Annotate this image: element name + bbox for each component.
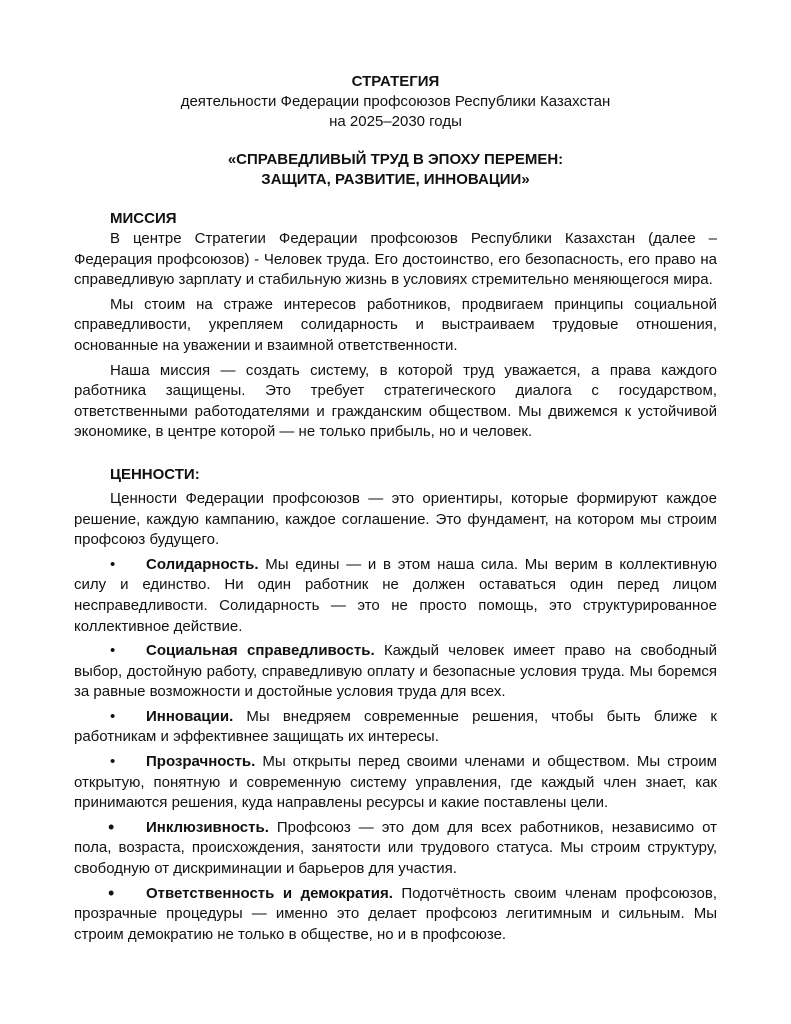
bullet-icon: • [108,882,115,903]
value-text: Мы едины — и в этом наша сила. Мы верим в коллективную силу и единство. Ни один работник не должен оставаться один перед лицом несправедливости. Солидарность — это не просто помощь, это структурированное коллективное действие. [74,555,717,635]
value-text: Мы внедряем современные решения, чтобы быть ближе к работникам и эффективнее защищать их интересы. [74,707,717,746]
mission-paragraph: В центре Стратегии Федерации профсоюзов Республики Казахстан (далее – Федерация профсоюзов) - Человек труда. Его достоинство, его безопасность, его право на справедливую зарплату и стабильную жизнь в условиях стремительно меняющегося мира. [74,230,717,289]
strategy-motto [74,150,717,190]
mission-paragraph: Мы стоим на страже интересов работников, продвигаем принципы социальной справедливости, укрепляем солидарность и выстраиваем трудовые отношения, основанные на уважении и взаимной ответственности. [74,295,717,354]
values-intro: Ценности Федерации профсоюзов — это ориентиры, которые формируют каждое решение, каждую кампанию, каждое соглашение. Это фундамент, на котором мы строим профсоюз будущего. [74,489,717,549]
bullet-icon: • [110,642,116,660]
value-item-innovation [74,707,717,748]
value-title: Солидарность. [146,555,259,573]
bullet-icon: • [110,707,116,725]
value-title: Социальная справедливость. [146,642,375,660]
value-title: Ответственность и демократия. [146,884,393,902]
value-item-transparency [74,752,717,814]
mission-heading: МИССИЯ [110,210,177,227]
value-item-inclusiveness [74,818,717,880]
mission-paragraph: Наша миссия — создать систему, в которой труд уважается, а права каждого работника защищены. Это требует стратегического диалога с государством, ответственными работодателями и гражданским обществом. Мы движемся к устойчивой экономике, в центре которой — не только прибыль, но и человек. [74,361,717,441]
value-item-social-justice [74,641,717,703]
value-text: Подотчётность своим членам профсоюзов, прозрачные процедуры — именно это делает профсоюз легитимным и сильным. Мы строим демократию не только в обществе, но и в профсоюзе. [74,884,717,943]
value-item-solidarity [74,555,717,637]
document-subtitle-line1: деятельности Федерации профсоюзов Республики Казахстан [180,93,611,110]
bullet-icon: • [110,555,116,573]
value-title: Прозрачность. [146,753,256,771]
bullet-icon: • [108,816,115,837]
motto-line1: «СПРАВЕДЛИВЫЙ ТРУД В ЭПОХУ ПЕРЕМЕН: [227,151,564,168]
value-title: Инновации. [146,707,234,725]
values-heading: ЦЕННОСТИ: [110,465,200,483]
motto-line2: ЗАЩИТА, РАЗВИТИЕ, ИННОВАЦИИ» [261,171,530,188]
value-text: Профсоюз — это дом для всех работников, независимо от пола, возраста, происхождения, занятости или трудового статуса. Мы строим структуру, свободную от дискриминации и барьеров для участия. [74,818,717,878]
value-item-responsibility-democracy [74,884,717,946]
value-text: Каждый человек имеет право на свободный выбор, достойную работу, справедливую оплату и безопасные условия труда. Мы боремся за равные возможности и достойные условия труда для всех. [74,642,717,701]
value-text: Мы открыты перед своими членами и обществом. Мы строим открытую, понятную и современную систему управления, где каждый член знает, как принимаются решения, куда направлены ресурсы и какие поставлены цели. [74,753,717,812]
document-subtitle-line2: на 2025–2030 годы [329,113,462,130]
document-title: СТРАТЕГИЯ [351,73,440,90]
value-title: Инклюзивность. [146,818,269,836]
bullet-icon: • [110,753,116,771]
document-page [74,72,717,945]
